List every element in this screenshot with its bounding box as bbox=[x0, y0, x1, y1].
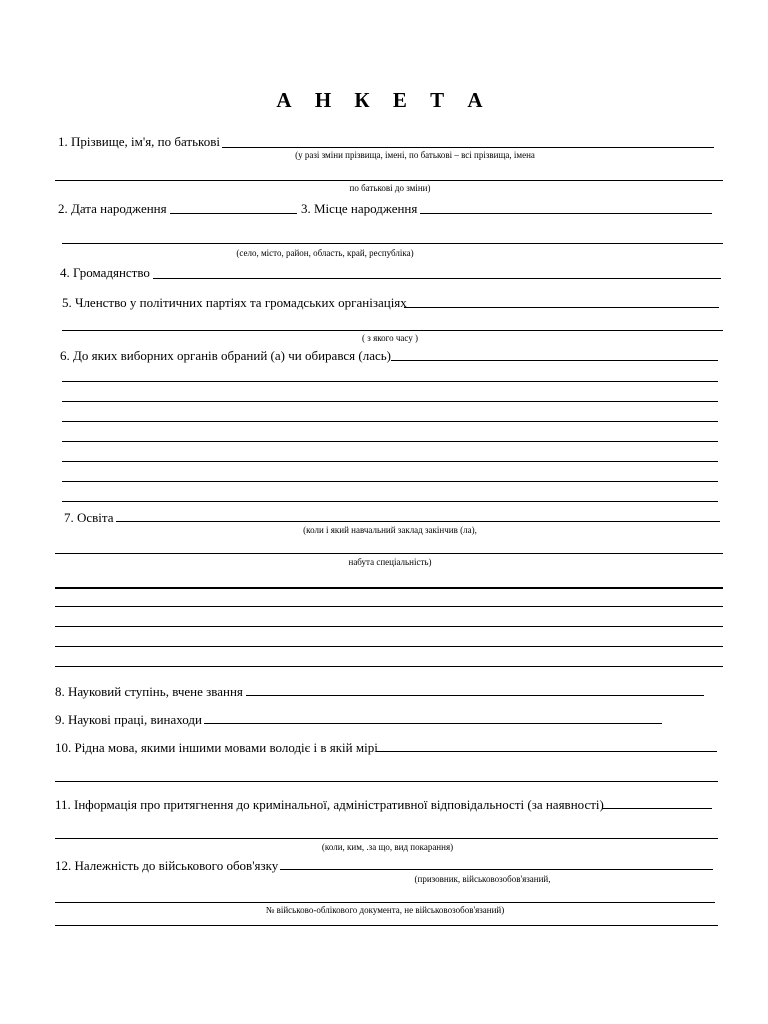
field-6-extra-line[interactable] bbox=[62, 441, 718, 442]
field-7-continuation-line[interactable] bbox=[55, 553, 723, 554]
field-2-input-line[interactable] bbox=[170, 213, 297, 214]
field-10-label: 10. Рідна мова, якими іншими мовами володіє і в якій мірі bbox=[55, 740, 378, 755]
field-7-hint-2: набута спеціальність) bbox=[348, 557, 432, 567]
field-6-label: 6. До яких виборних органів обраний (а) чи обирався (лась) bbox=[60, 348, 391, 363]
page-title: А Н К Е Т А bbox=[276, 88, 492, 112]
field-5-continuation-line[interactable] bbox=[62, 330, 723, 331]
field-6-extra-line[interactable] bbox=[62, 401, 718, 402]
field-8-input-line[interactable] bbox=[246, 695, 704, 696]
field-1-hint-2: по батькові до зміни) bbox=[349, 183, 431, 193]
field-6-extra-line[interactable] bbox=[62, 461, 718, 462]
field-3-label: 3. Місце народження bbox=[301, 201, 418, 216]
field-7-hint: (коли і який навчальний заклад закінчив (ла), bbox=[303, 525, 477, 535]
field-10-continuation-line[interactable] bbox=[55, 781, 718, 782]
field-6-extra-line[interactable] bbox=[62, 381, 718, 382]
field-7-extra-line[interactable] bbox=[55, 626, 723, 627]
field-3-input-line[interactable] bbox=[420, 213, 712, 214]
field-11-label: 11. Інформація про притягнення до кримінальної, адміністративної відповідальності (за наявності) bbox=[55, 797, 604, 812]
field-3-continuation-line[interactable] bbox=[62, 243, 723, 244]
field-1-label: 1. Прізвище, ім'я, по батькові bbox=[58, 134, 220, 149]
field-11-input-line[interactable] bbox=[602, 808, 712, 809]
field-5-hint: ( з якого часу ) bbox=[362, 333, 418, 343]
field-5-label: 5. Членство у політичних партіях та громадських організаціях bbox=[62, 295, 407, 310]
field-11-continuation-line[interactable] bbox=[55, 838, 718, 839]
field-5-input-line[interactable] bbox=[404, 307, 719, 308]
field-7-extra-line[interactable] bbox=[55, 587, 723, 589]
field-1-continuation-line[interactable] bbox=[55, 180, 723, 181]
field-9-input-line[interactable] bbox=[204, 723, 662, 724]
field-12-extra-line[interactable] bbox=[55, 925, 718, 926]
field-7-input-line[interactable] bbox=[116, 521, 720, 522]
field-4-label: 4. Громадянство bbox=[60, 265, 150, 280]
field-4-input-line[interactable] bbox=[153, 278, 721, 279]
field-1-hint: (у разі зміни прізвища, імені, по батькові – всі прізвища, імена bbox=[295, 150, 535, 160]
field-8-label: 8. Науковий ступінь, вчене звання bbox=[55, 684, 243, 699]
field-7-extra-line[interactable] bbox=[55, 646, 723, 647]
field-12-label: 12. Належність до військового обов'язку bbox=[55, 858, 279, 873]
field-7-label: 7. Освіта bbox=[64, 510, 114, 525]
field-6-extra-line[interactable] bbox=[62, 481, 718, 482]
field-2-label: 2. Дата народження bbox=[58, 201, 167, 216]
field-12-input-line[interactable] bbox=[280, 869, 713, 870]
field-1-input-line[interactable] bbox=[222, 147, 714, 148]
field-7-extra-line[interactable] bbox=[55, 606, 723, 607]
field-6-input-line[interactable] bbox=[391, 360, 718, 361]
field-10-input-line[interactable] bbox=[376, 751, 717, 752]
field-9-label: 9. Наукові праці, винаходи bbox=[55, 712, 202, 727]
field-7-extra-line[interactable] bbox=[55, 666, 723, 667]
field-12-hint-2: № військово-облікового документа, не військовозобов'язаний) bbox=[265, 905, 505, 915]
field-6-extra-line[interactable] bbox=[62, 501, 718, 502]
field-12-continuation-line[interactable] bbox=[55, 902, 715, 903]
field-6-extra-line[interactable] bbox=[62, 421, 718, 422]
field-11-hint: (коли, ким, .за що, вид покарання) bbox=[321, 842, 454, 852]
field-12-hint: (призовник, військовозобов'язаний, bbox=[414, 874, 551, 884]
field-3-hint: (село, місто, район, область, край, республіка) bbox=[236, 248, 414, 258]
